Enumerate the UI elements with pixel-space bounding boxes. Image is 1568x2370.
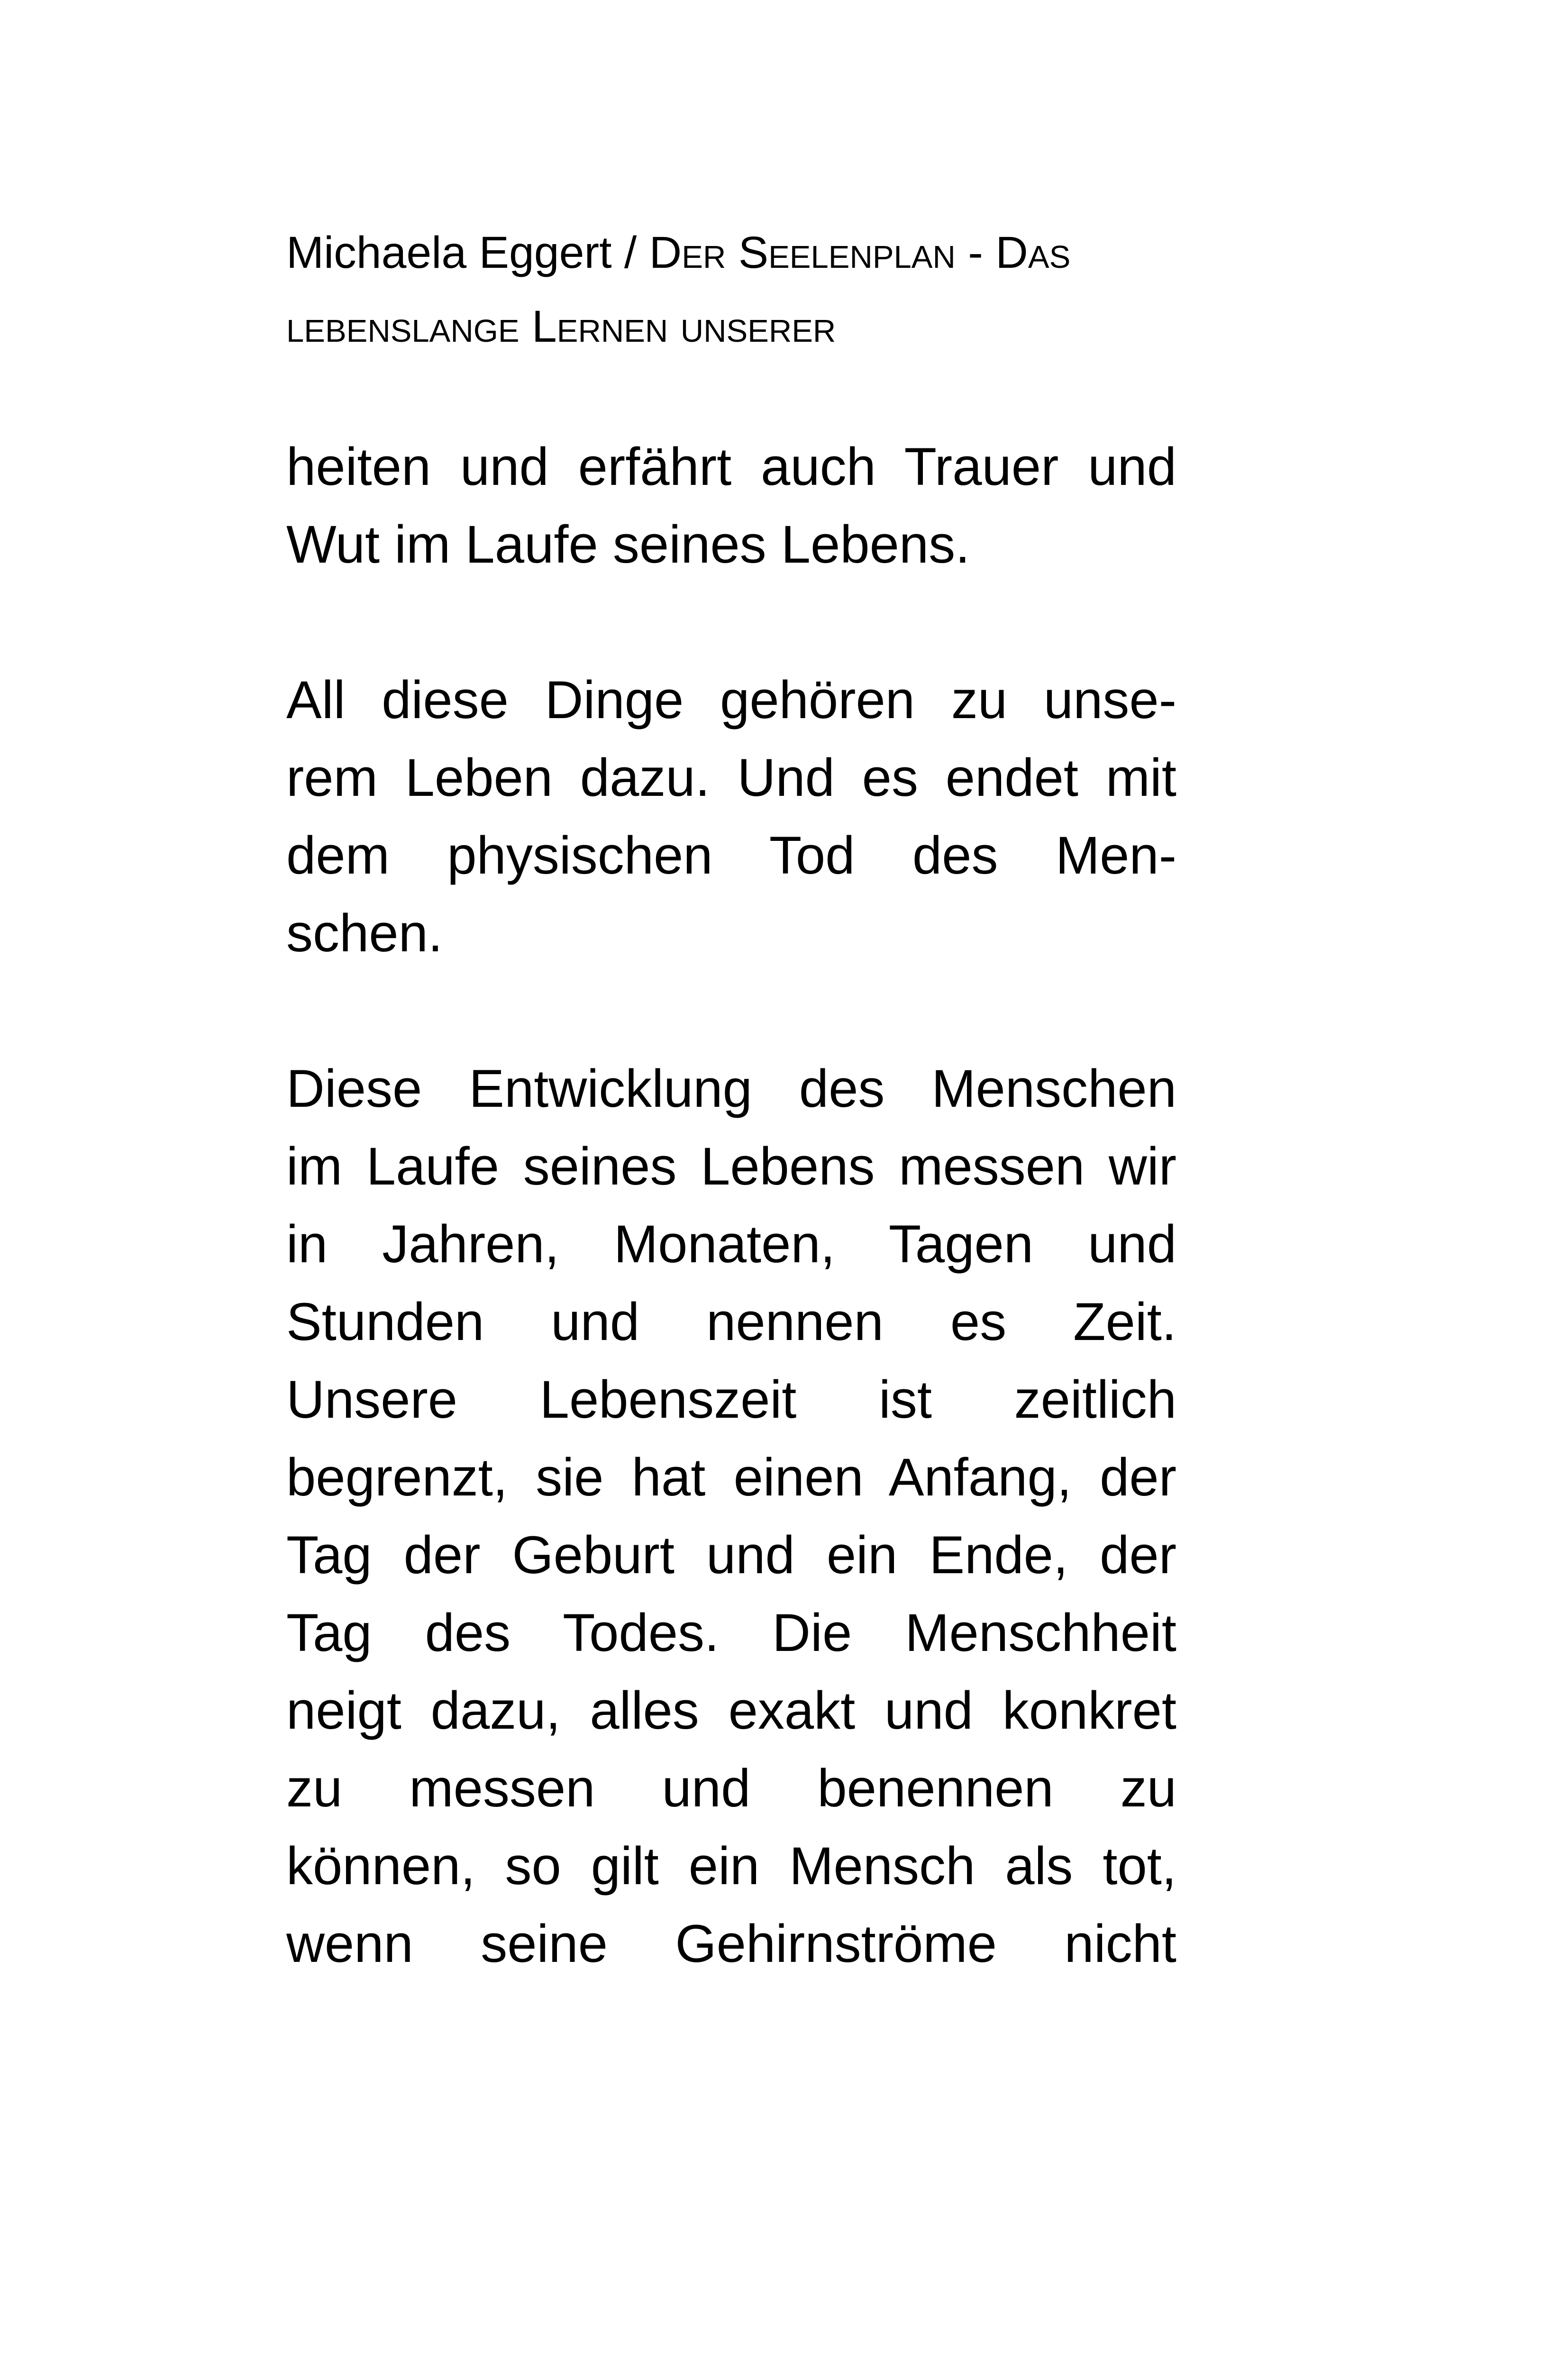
text-line: Diese Entwicklung des Menschen — [286, 1059, 1176, 1118]
text-line: im Laufe seines Lebens messen wir — [286, 1137, 1176, 1196]
text-line: Stunden und nennen es Zeit. — [286, 1292, 1176, 1351]
text-line: neigt dazu, alles exakt und konkret — [286, 1681, 1176, 1740]
header-title: Der Seelenplan - Das lebenslange Lernen unserer — [286, 228, 1071, 352]
text-line: Wut im Laufe seines Lebens. — [286, 515, 970, 574]
text-line: begrenzt, sie hat einen Anfang, der — [286, 1448, 1176, 1507]
paragraph — [286, 428, 1176, 583]
text-line: All diese Dinge gehören zu unse- — [286, 670, 1176, 729]
text-line: Tag der Geburt und ein Ende, der — [286, 1525, 1176, 1585]
text-line: können, so gilt ein Mensch als tot, — [286, 1836, 1176, 1896]
text-line: Tag des Todes. Die Menschheit — [286, 1603, 1176, 1662]
text-line: dem physischen Tod des Men- — [286, 826, 1176, 885]
running-header — [286, 216, 1211, 364]
text-line: schen. — [286, 903, 443, 963]
header-author: Michaela Eggert — [286, 228, 612, 278]
text-line: wenn seine Gehirnströme nicht — [286, 1914, 1176, 1973]
body-text — [286, 428, 1176, 1983]
paragraph — [286, 661, 1176, 972]
text-line: in Jahren, Monaten, Tagen und — [286, 1214, 1176, 1274]
paragraph-gap — [286, 972, 1176, 1050]
text-line: zu messen und benennen zu — [286, 1759, 1176, 1818]
text-line: Unsere Lebenszeit ist zeitlich — [286, 1370, 1176, 1429]
text-line: heiten und erfährt auch Trauer und — [286, 437, 1176, 496]
header-separator: / — [611, 228, 649, 278]
paragraph-gap — [286, 583, 1176, 661]
paragraph — [286, 1050, 1176, 1983]
text-line: rem Leben dazu. Und es endet mit — [286, 748, 1176, 807]
